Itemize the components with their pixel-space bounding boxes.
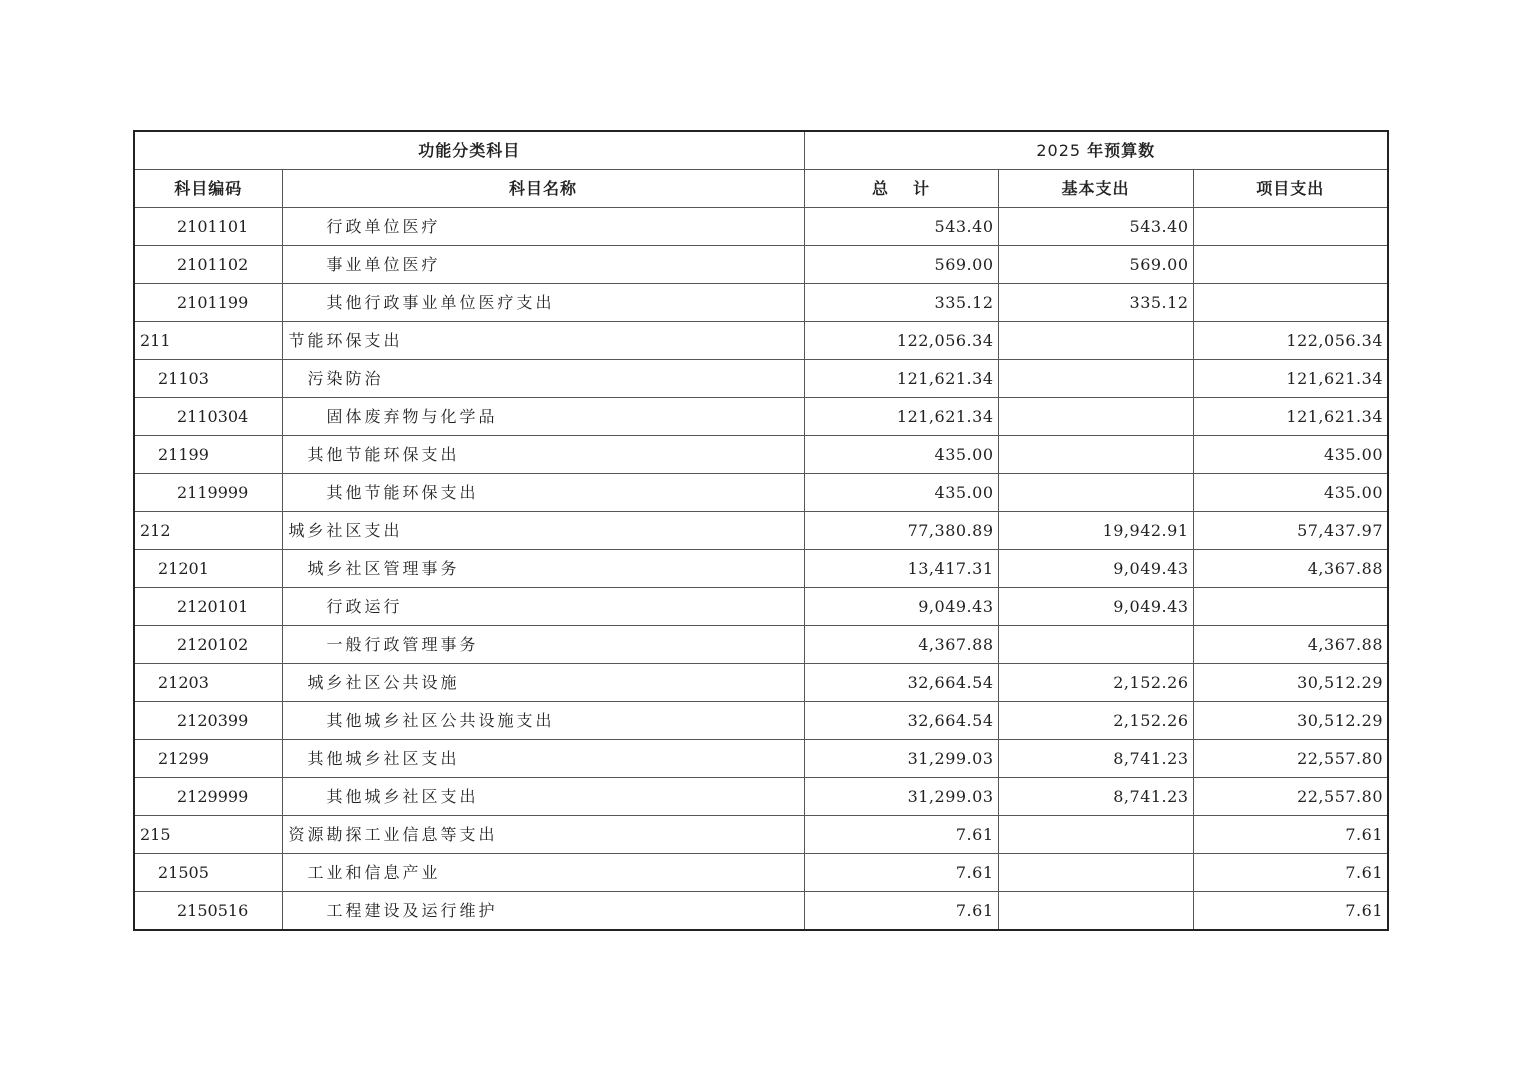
cell-total: 13,417.31 — [804, 550, 998, 588]
cell-basic — [998, 474, 1193, 512]
cell-total: 121,621.34 — [804, 398, 998, 436]
cell-name: 城乡社区管理事务 — [282, 550, 804, 588]
cell-total: 9,049.43 — [804, 588, 998, 626]
cell-code: 2129999 — [134, 778, 282, 816]
cell-total: 32,664.54 — [804, 664, 998, 702]
cell-project: 22,557.80 — [1193, 778, 1388, 816]
cell-code: 21203 — [134, 664, 282, 702]
cell-basic — [998, 360, 1193, 398]
cell-code: 2101102 — [134, 246, 282, 284]
cell-project: 4,367.88 — [1193, 550, 1388, 588]
cell-name: 工程建设及运行维护 — [282, 892, 804, 931]
cell-basic: 543.40 — [998, 208, 1193, 246]
col-header-project: 项目支出 — [1193, 170, 1388, 208]
cell-total: 7.61 — [804, 816, 998, 854]
cell-project: 7.61 — [1193, 816, 1388, 854]
cell-code: 2110304 — [134, 398, 282, 436]
cell-project: 121,621.34 — [1193, 360, 1388, 398]
cell-basic: 9,049.43 — [998, 588, 1193, 626]
year-suffix: 年预算数 — [1087, 141, 1156, 160]
cell-basic: 19,942.91 — [998, 512, 1193, 550]
cell-project: 4,367.88 — [1193, 626, 1388, 664]
cell-code: 21199 — [134, 436, 282, 474]
cell-project: 30,512.29 — [1193, 702, 1388, 740]
col-header-total-1: 总 — [871, 179, 889, 198]
cell-name: 其他城乡社区支出 — [282, 778, 804, 816]
cell-name: 其他城乡社区支出 — [282, 740, 804, 778]
cell-basic — [998, 892, 1193, 931]
year-number: 2025 — [1036, 141, 1082, 160]
cell-total: 32,664.54 — [804, 702, 998, 740]
cell-name: 污染防治 — [282, 360, 804, 398]
table-row — [134, 664, 1388, 702]
cell-name: 事业单位医疗 — [282, 246, 804, 284]
cell-basic — [998, 854, 1193, 892]
cell-code: 21299 — [134, 740, 282, 778]
cell-total: 7.61 — [804, 892, 998, 931]
cell-basic — [998, 398, 1193, 436]
cell-project: 30,512.29 — [1193, 664, 1388, 702]
header-row-2 — [134, 170, 1388, 208]
cell-basic: 8,741.23 — [998, 740, 1193, 778]
cell-basic — [998, 626, 1193, 664]
col-header-total — [804, 170, 998, 208]
cell-name: 其他城乡社区公共设施支出 — [282, 702, 804, 740]
cell-project: 57,437.97 — [1193, 512, 1388, 550]
cell-basic: 8,741.23 — [998, 778, 1193, 816]
col-header-code: 科目编码 — [134, 170, 282, 208]
cell-code: 21201 — [134, 550, 282, 588]
cell-code: 215 — [134, 816, 282, 854]
table-row — [134, 892, 1388, 931]
cell-total: 31,299.03 — [804, 740, 998, 778]
cell-name: 节能环保支出 — [282, 322, 804, 360]
table-row — [134, 816, 1388, 854]
cell-name: 固体废弃物与化学品 — [282, 398, 804, 436]
table-row — [134, 854, 1388, 892]
cell-name: 其他行政事业单位医疗支出 — [282, 284, 804, 322]
cell-total: 7.61 — [804, 854, 998, 892]
cell-code: 2119999 — [134, 474, 282, 512]
cell-project — [1193, 246, 1388, 284]
cell-basic: 569.00 — [998, 246, 1193, 284]
cell-code: 2101199 — [134, 284, 282, 322]
cell-code: 2120101 — [134, 588, 282, 626]
header-row-1 — [134, 131, 1388, 170]
cell-basic: 335.12 — [998, 284, 1193, 322]
table-row — [134, 740, 1388, 778]
table-row — [134, 436, 1388, 474]
cell-code: 2120102 — [134, 626, 282, 664]
table-row — [134, 284, 1388, 322]
cell-code: 211 — [134, 322, 282, 360]
cell-name: 其他节能环保支出 — [282, 436, 804, 474]
col-header-total-2: 计 — [913, 179, 931, 198]
cell-name: 城乡社区公共设施 — [282, 664, 804, 702]
table-row — [134, 778, 1388, 816]
cell-total: 31,299.03 — [804, 778, 998, 816]
cell-total: 543.40 — [804, 208, 998, 246]
table-row — [134, 702, 1388, 740]
table-body — [134, 131, 1388, 930]
cell-project — [1193, 284, 1388, 322]
cell-basic — [998, 436, 1193, 474]
cell-total: 4,367.88 — [804, 626, 998, 664]
cell-total: 121,621.34 — [804, 360, 998, 398]
table-row — [134, 588, 1388, 626]
cell-total: 435.00 — [804, 436, 998, 474]
cell-code: 212 — [134, 512, 282, 550]
table-row — [134, 512, 1388, 550]
cell-name: 工业和信息产业 — [282, 854, 804, 892]
table-row — [134, 322, 1388, 360]
cell-name: 行政运行 — [282, 588, 804, 626]
cell-name: 城乡社区支出 — [282, 512, 804, 550]
table-row — [134, 550, 1388, 588]
cell-total: 569.00 — [804, 246, 998, 284]
cell-project: 435.00 — [1193, 474, 1388, 512]
cell-project — [1193, 208, 1388, 246]
cell-total: 77,380.89 — [804, 512, 998, 550]
category-header: 功能分类科目 — [134, 131, 804, 170]
budget-table — [133, 130, 1389, 931]
cell-project: 121,621.34 — [1193, 398, 1388, 436]
table-row — [134, 474, 1388, 512]
cell-name: 其他节能环保支出 — [282, 474, 804, 512]
budget-year-header — [804, 131, 1388, 170]
cell-name: 一般行政管理事务 — [282, 626, 804, 664]
table-row — [134, 208, 1388, 246]
cell-code: 21103 — [134, 360, 282, 398]
cell-project: 435.00 — [1193, 436, 1388, 474]
cell-basic — [998, 816, 1193, 854]
cell-project: 7.61 — [1193, 854, 1388, 892]
table-row — [134, 246, 1388, 284]
cell-basic: 2,152.26 — [998, 702, 1193, 740]
cell-name: 行政单位医疗 — [282, 208, 804, 246]
cell-total: 435.00 — [804, 474, 998, 512]
cell-basic — [998, 322, 1193, 360]
cell-project — [1193, 588, 1388, 626]
cell-project: 122,056.34 — [1193, 322, 1388, 360]
cell-code: 2101101 — [134, 208, 282, 246]
col-header-name: 科目名称 — [282, 170, 804, 208]
cell-basic: 9,049.43 — [998, 550, 1193, 588]
cell-code: 21505 — [134, 854, 282, 892]
table-row — [134, 626, 1388, 664]
cell-code: 2120399 — [134, 702, 282, 740]
cell-total: 122,056.34 — [804, 322, 998, 360]
cell-code: 2150516 — [134, 892, 282, 931]
cell-project: 7.61 — [1193, 892, 1388, 931]
table-row — [134, 398, 1388, 436]
table-row — [134, 360, 1388, 398]
cell-basic: 2,152.26 — [998, 664, 1193, 702]
cell-name: 资源勘探工业信息等支出 — [282, 816, 804, 854]
cell-project: 22,557.80 — [1193, 740, 1388, 778]
col-header-basic: 基本支出 — [998, 170, 1193, 208]
cell-total: 335.12 — [804, 284, 998, 322]
